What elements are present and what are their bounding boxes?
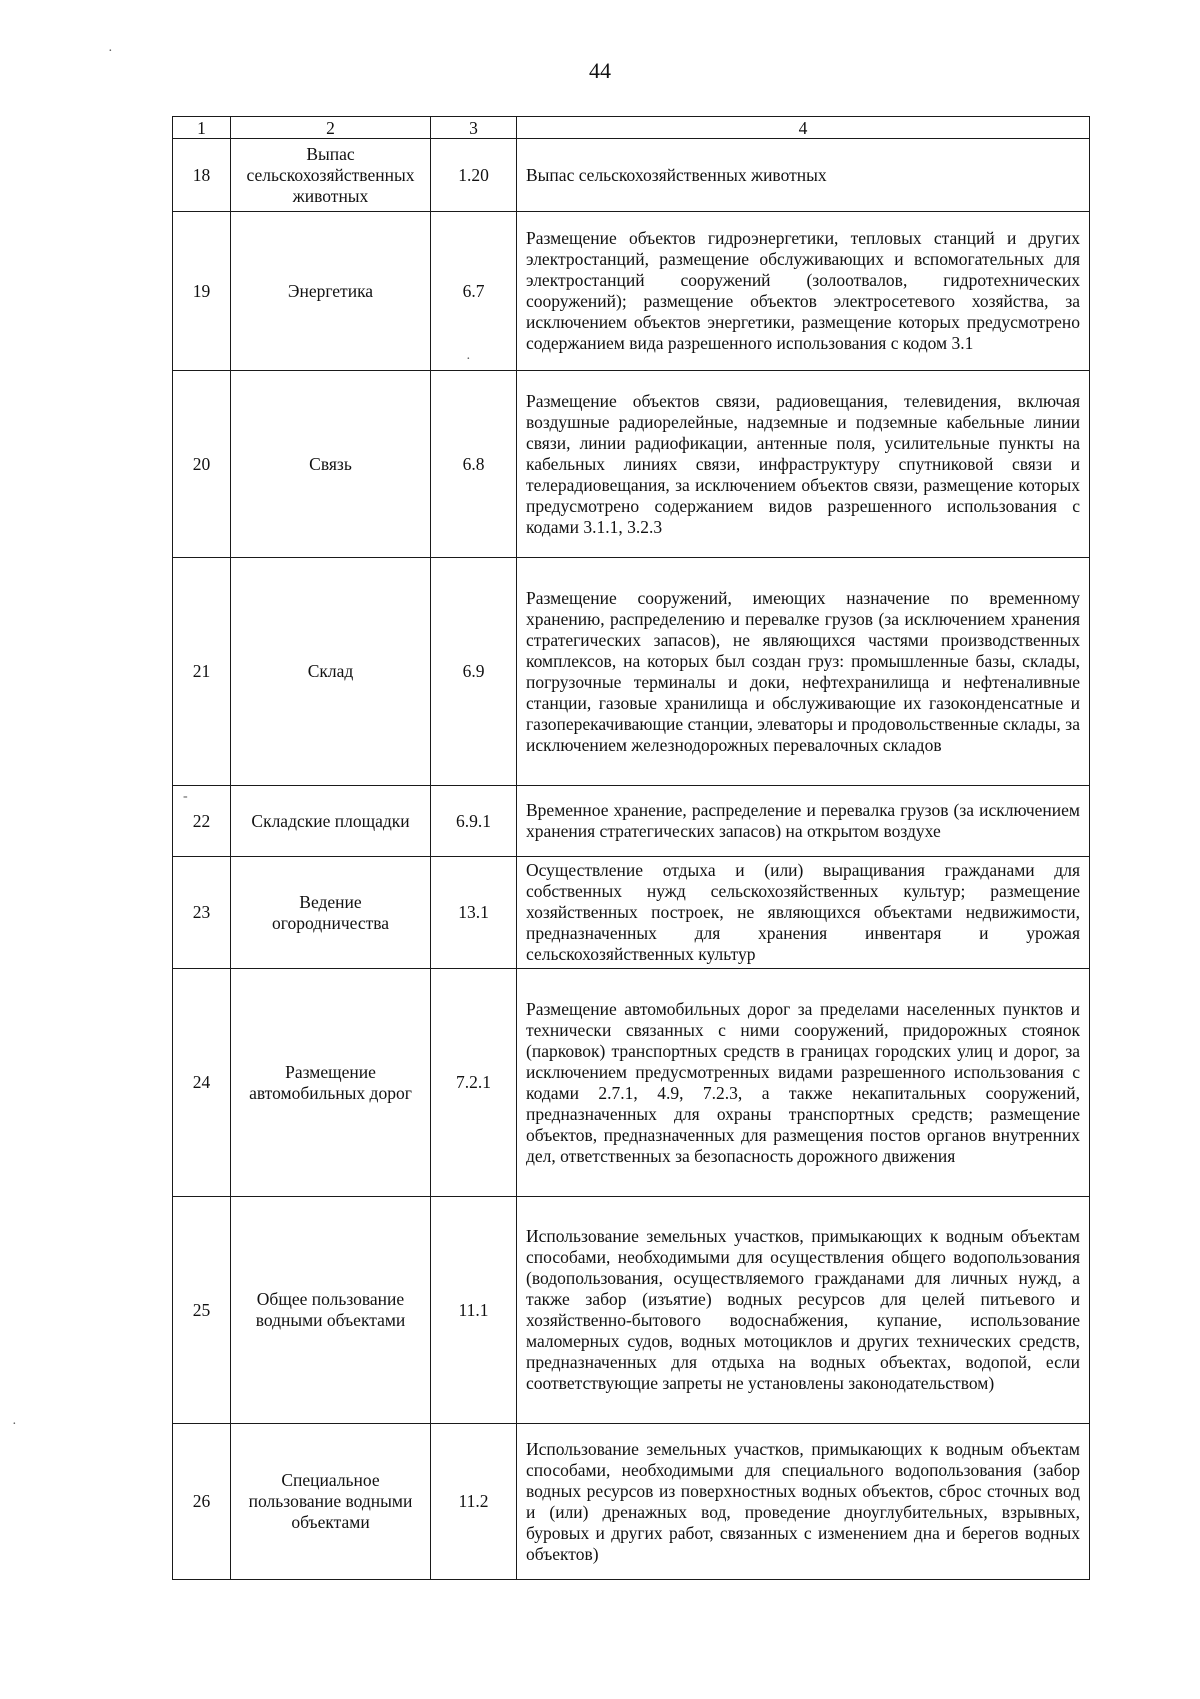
use-type-description: Размещение сооружений, имеющих назначение по временному хранению, распределению и перевалке грузов (за исключением хранения стратегических запасов), не являющихся частями производственных комплексов, на которых был создан груз: промышленные базы, склады, погрузочные терминалы и доки, нефтехранилища и нефтеналивные станции, газовые хранилища и обслуживающие их газоконденсатные и газоперекачивающие станции, элеваторы и продовольственные склады, за исключением железнодорожных перевалочных складов <box>517 558 1090 786</box>
use-type-description: Размещение объектов связи, радиовещания, телевидения, включая воздушные радиорелейные, надземные и подземные кабельные линии связи, линии радиофикации, антенные поля, усилительные пункты на кабельных линиях связи, инфраструктуру спутниковой связи и телерадиовещания, за исключением объектов связи, размещение которых предусмотрено содержанием видов разрешенного использования с кодами 3.1.1, 3.2.3 <box>517 371 1090 558</box>
table-row <box>173 558 1090 786</box>
use-type-code: 7.2.1 <box>431 969 517 1197</box>
use-type-code: 6.9.1 <box>431 786 517 857</box>
use-type-name: Связь <box>231 371 431 558</box>
row-number: 26 <box>173 1424 231 1580</box>
table-row <box>173 139 1090 212</box>
column-header-number: 1 <box>173 117 231 139</box>
column-header-name: 2 <box>231 117 431 139</box>
page-number: 44 <box>589 58 611 83</box>
table-row <box>173 1424 1090 1580</box>
use-type-code: 6.7 <box>431 212 517 371</box>
row-number: 20 <box>173 371 231 558</box>
use-type-code: 11.1 <box>431 1197 517 1424</box>
table-row <box>173 786 1090 857</box>
scan-speck: · <box>466 352 471 367</box>
table-row <box>173 212 1090 371</box>
use-type-code: 6.9 <box>431 558 517 786</box>
scan-speck: - <box>183 789 188 804</box>
use-type-name: Общее пользование водными объектами <box>231 1197 431 1424</box>
use-type-description: Временное хранение, распределение и перевалка грузов (за исключением хранения стратегических запасов) на открытом воздухе <box>517 786 1090 857</box>
row-number: 25 <box>173 1197 231 1424</box>
use-type-description: Использование земельных участков, примыкающих к водным объектам способами, необходимыми для специального водопользования (забор водных ресурсов из поверхностных водных объектов, сброс сточных вод и (или) дренажных вод, проведение дноуглубительных, взрывных, буровых и других работ, связанных с изменением дна и берегов водных объектов) <box>517 1424 1090 1580</box>
row-number: 21 <box>173 558 231 786</box>
use-type-code: 6.8 <box>431 371 517 558</box>
use-type-code: 13.1 <box>431 857 517 969</box>
use-type-name: Размещение автомобильных дорог <box>231 969 431 1197</box>
column-header-code: 3 <box>431 117 517 139</box>
use-type-name: Выпас сельскохозяйственных животных <box>231 139 431 212</box>
table-row <box>173 857 1090 969</box>
use-type-name: Специальное пользование водными объектами <box>231 1424 431 1580</box>
use-type-name: Ведение огородничества <box>231 857 431 969</box>
row-number: 22 <box>173 786 231 857</box>
table-row <box>173 371 1090 558</box>
column-header-description: 4 <box>517 117 1090 139</box>
land-use-table <box>172 116 1090 1580</box>
scan-speck: · <box>12 1417 17 1432</box>
row-number: 23 <box>173 857 231 969</box>
use-type-description: Использование земельных участков, примыкающих к водным объектам способами, необходимыми для осуществления общего водопользования (водопользования, осуществляемого гражданами для личных нужд, а также забор (изъятие) водных ресурсов для целей питьевого и хозяйственно-бытового водоснабжения, купание, использование маломерных судов, водных мотоциклов и других технических средств, предназначенных для отдыха на водных объектах, водопой, если соответствующие запреты не установлены законодательством) <box>517 1197 1090 1424</box>
use-type-description: Размещение автомобильных дорог за пределами населенных пунктов и технически связанных с ними сооружений, придорожных стоянок (парковок) транспортных средств в границах городских улиц и дорог, за исключением предусмотренных видами разрешенного использования с кодами 2.7.1, 4.9, 7.2.3, а также некапитальных сооружений, предназначенных для охраны транспортных средств; размещение объектов, предназначенных для размещения постов органов внутренних дел, ответственных за безопасность дорожного движения <box>517 969 1090 1197</box>
use-type-code: 11.2 <box>431 1424 517 1580</box>
use-type-name: Склад <box>231 558 431 786</box>
use-type-description: Осуществление отдыха и (или) выращивания гражданами для собственных нужд сельскохозяйственных культур; размещение хозяйственных построек, не являющихся объектами недвижимости, предназначенных для хранения инвентаря и урожая сельскохозяйственных культур <box>517 857 1090 969</box>
table-row <box>173 1197 1090 1424</box>
use-type-description: Выпас сельскохозяйственных животных <box>517 139 1090 212</box>
use-type-code: 1.20 <box>431 139 517 212</box>
row-number: 19 <box>173 212 231 371</box>
use-type-name: Энергетика <box>231 212 431 371</box>
row-number: 24 <box>173 969 231 1197</box>
table-header-row <box>173 117 1090 139</box>
row-number: 18 <box>173 139 231 212</box>
table-row <box>173 969 1090 1197</box>
scan-speck: · <box>108 44 113 59</box>
use-type-name: Складские площадки <box>231 786 431 857</box>
use-type-description: Размещение объектов гидроэнергетики, тепловых станций и других электростанций, размещение обслуживающих и вспомогательных для электростанций сооружений (золоотвалов, гидротехнических сооружений); размещение объектов электросетевого хозяйства, за исключением объектов энергетики, размещение которых предусмотрено содержанием вида разрешенного использования с кодом 3.1 <box>517 212 1090 371</box>
